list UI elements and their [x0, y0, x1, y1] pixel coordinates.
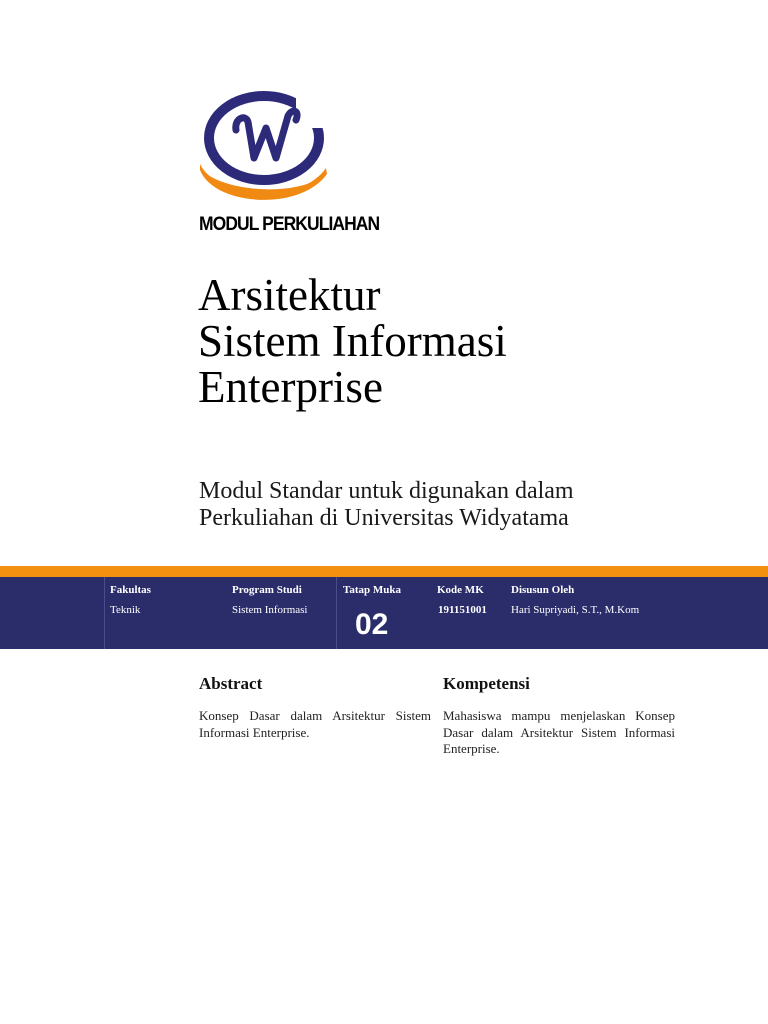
- kompetensi-heading: Kompetensi: [443, 674, 530, 693]
- disusun-oleh-label: Disusun Oleh: [511, 584, 575, 596]
- subtitle-line-2: Perkuliahan di Universitas Widyatama: [199, 505, 569, 531]
- widyatama-logo-icon: [196, 88, 330, 208]
- kompetensi-body: Mahasiswa mampu menjelaskan Konsep Dasar dalam Arsitektur Sistem Informasi Enterprise.: [443, 708, 675, 756]
- orange-stripe: [0, 566, 768, 577]
- title-line-1: Arsitektur: [198, 270, 381, 320]
- tatap-muka-value: 02: [355, 608, 389, 641]
- abstract-heading: Abstract: [199, 674, 263, 693]
- subtitle-line-1: Modul Standar untuk digunakan dalam: [199, 478, 574, 504]
- prodi-value: Sistem Informasi: [232, 604, 308, 616]
- module-label: MODUL PERKULIAHAN: [199, 214, 380, 235]
- info-divider: [104, 577, 105, 649]
- document-title: [198, 272, 507, 410]
- prodi-label: Program Studi: [232, 584, 302, 596]
- kode-mk-value: 191151001: [438, 604, 487, 616]
- fakultas-label: Fakultas: [110, 584, 151, 596]
- fakultas-value: Teknik: [110, 604, 141, 616]
- info-divider: [336, 577, 337, 649]
- kode-mk-label: Kode MK: [437, 584, 484, 596]
- disusun-oleh-value: Hari Supriyadi, S.T., M.Kom: [511, 604, 640, 616]
- document-subtitle: [199, 478, 574, 532]
- tatap-muka-label: Tatap Muka: [343, 584, 401, 596]
- title-line-2: Sistem Informasi: [198, 316, 507, 366]
- title-line-3: Enterprise: [198, 362, 383, 412]
- abstract-body: Konsep Dasar dalam Arsitektur Sistem Informasi Enterprise.: [199, 708, 431, 740]
